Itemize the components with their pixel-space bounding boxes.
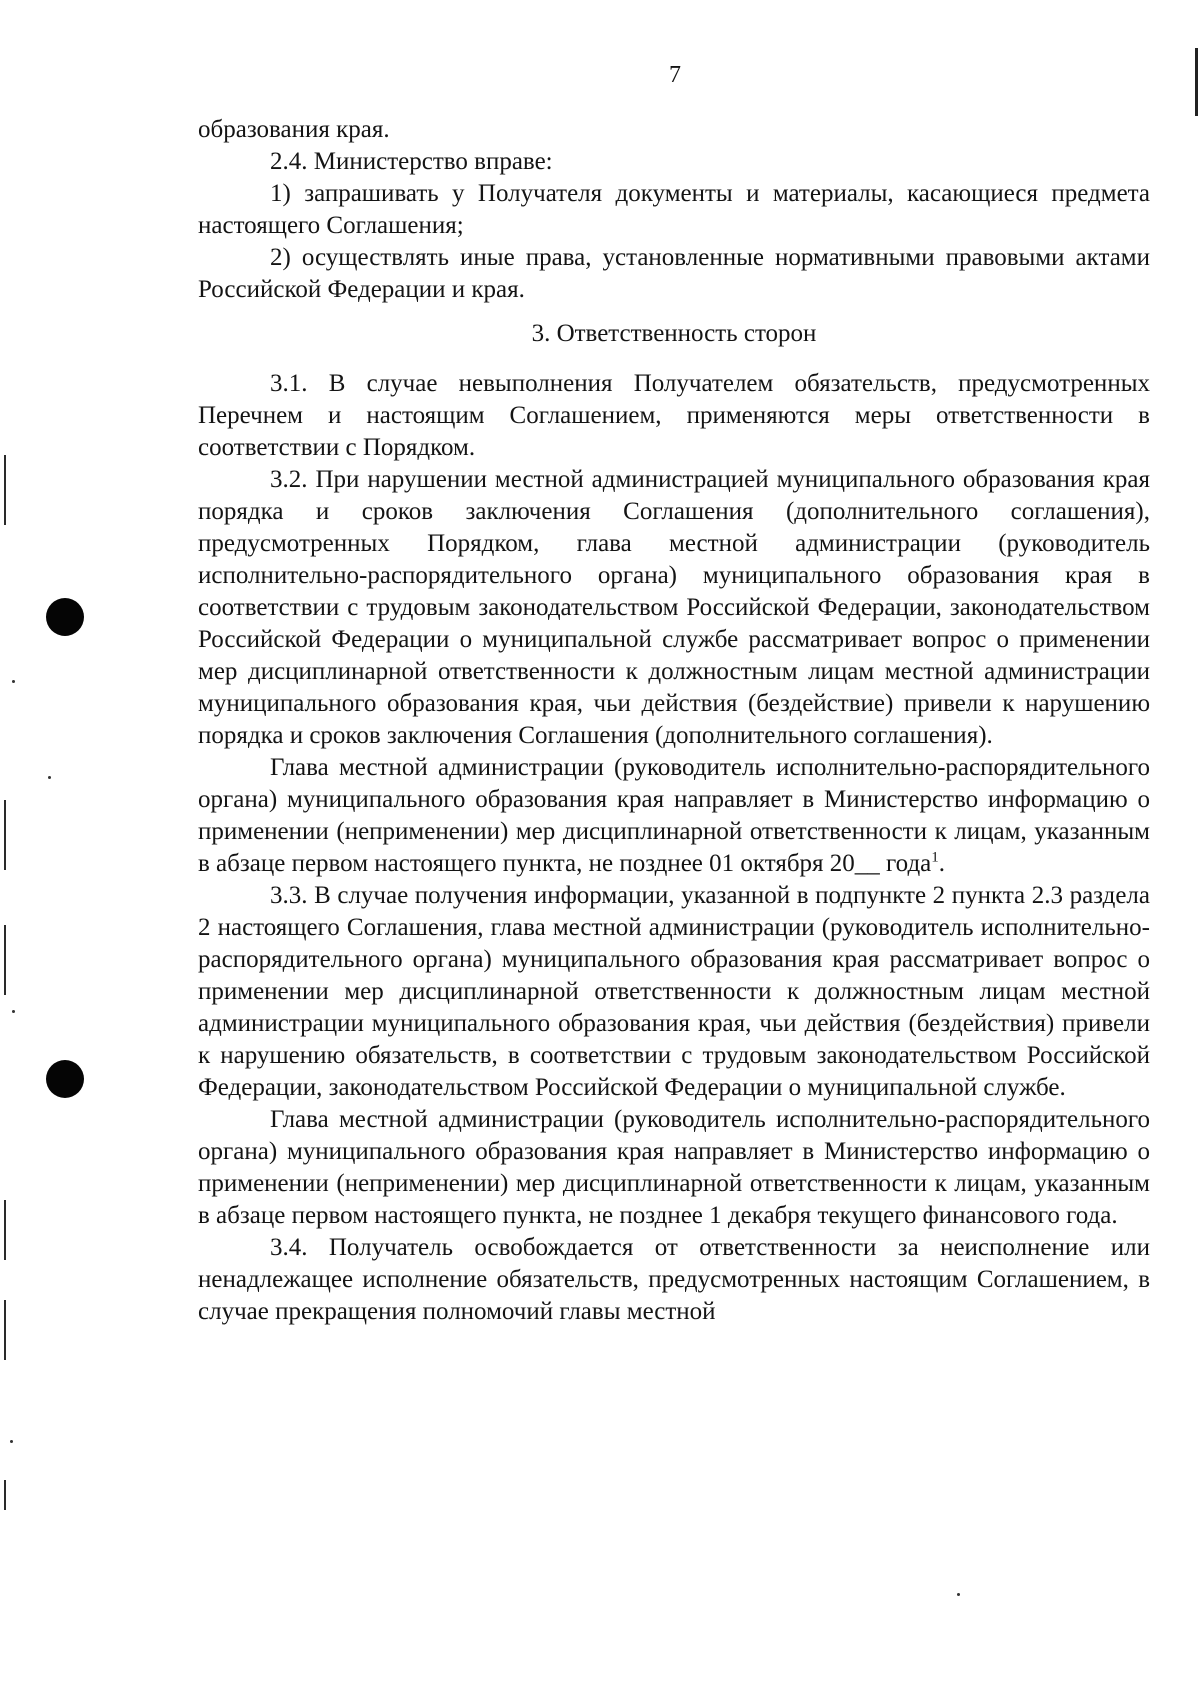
scan-edge-mark bbox=[4, 455, 6, 525]
scan-edge-mark bbox=[4, 1300, 6, 1360]
scan-speck bbox=[48, 776, 51, 779]
scan-speck bbox=[12, 1010, 15, 1013]
scan-edge-mark bbox=[4, 925, 6, 995]
paragraph: 2.4. Министерство вправе: bbox=[270, 148, 553, 175]
paragraph: 2) осуществлять иные права, установленные нормативными правовыми актами Российской Федерации и края. bbox=[198, 244, 1150, 303]
page-number: 7 bbox=[669, 62, 681, 88]
footnote-ref: 1 bbox=[931, 849, 939, 866]
punch-hole-bottom bbox=[46, 1060, 84, 1098]
scan-edge-mark bbox=[1195, 48, 1198, 116]
paragraph: 3.4. Получатель освобождается от ответственности за неисполнение или ненадлежащее исполнение обязательств, предусмотренных настоящим Соглашением, в случае прекращения полномочий главы местной bbox=[198, 1234, 1150, 1325]
document-body bbox=[198, 114, 1150, 1328]
paragraph: 3.3. В случае получения информации, указанной в подпункте 2 пункта 2.3 раздела 2 настоящего Соглашения, глава местной администрации (руководитель исполнительно-распорядительного органа) муниципального образования края рассматривает вопрос о применении мер дисциплинарной ответственности к должностным лицам местной администрации муниципального образования края, чьи действия (бездействия) привели к нарушению обязательств, в соответствии с трудовым законодательством Российской Федерации, законодательством Российской Федерации о муниципальной службе. bbox=[198, 882, 1150, 1101]
paragraph: образования края. bbox=[198, 116, 390, 143]
punch-hole-top bbox=[46, 598, 84, 636]
paragraph: 3.2. При нарушении местной администрацией муниципального образования края порядка и сроков заключения Соглашения (дополнительного соглашения), предусмотренных Порядком, глава местной администрации (руководитель исполнительно-распорядительного органа) муниципального образования края в соответствии с трудовым законодательством Российской Федерации, законодательством Российской Федерации о муниципальной службе рассматривает вопрос о применении мер дисциплинарной ответственности к должностным лицам местной администрации муниципального образования края, чьи действия (бездействие) привели к нарушению порядка и сроков заключения Соглашения (дополнительного соглашения). bbox=[198, 466, 1150, 749]
scan-edge-mark bbox=[4, 1200, 6, 1260]
paragraph: Глава местной администрации (руководитель исполнительно-распорядительного органа) муниципального образования края направляет в Министерство информацию о применении (неприменении) мер дисциплинарной ответственности к лицам, указанным в абзаце первом настоящего пункта, не позднее 01 октября 20__ года$^1$. bbox=[198, 754, 1150, 877]
paragraph-text: Глава местной администрации (руководитель исполнительно-распорядительного органа) муниципального образования края направляет в Министерство информацию о применении (неприменении) мер дисциплинарной ответственности к лицам, указанным в абзаце первом настоящего пункта, не позднее 01 октября 20__ года bbox=[198, 754, 1150, 877]
paragraph: 3.1. В случае невыполнения Получателем обязательств, предусмотренных Перечнем и настоящим Соглашением, применяются меры ответственности в соответствии с Порядком. bbox=[198, 370, 1150, 461]
scan-edge-mark bbox=[4, 1480, 6, 1510]
scan-speck bbox=[12, 680, 15, 683]
scan-speck bbox=[10, 1440, 13, 1443]
paragraph: Глава местной администрации (руководитель исполнительно-распорядительного органа) муниципального образования края направляет в Министерство информацию о применении (неприменении) мер дисциплинарной ответственности к лицам, указанным в абзаце первом настоящего пункта, не позднее 1 декабря текущего финансового года. bbox=[198, 1106, 1150, 1229]
paragraph: 1) запрашивать у Получателя документы и материалы, касающиеся предмета настоящего Соглашения; bbox=[198, 180, 1150, 239]
scan-speck bbox=[957, 1593, 960, 1596]
section-heading: 3. Ответственность сторон bbox=[531, 320, 817, 347]
scan-edge-mark bbox=[4, 800, 6, 870]
